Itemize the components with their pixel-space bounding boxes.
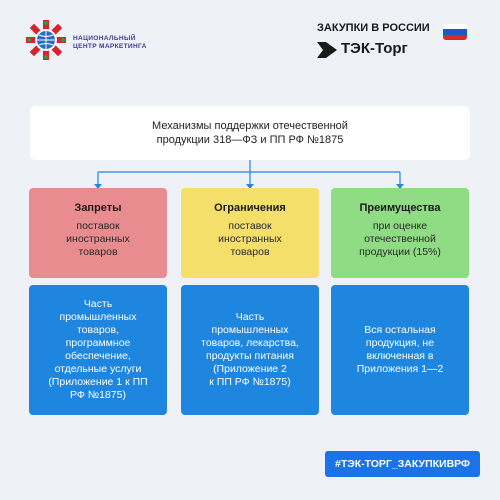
national-marketing-center-logo [26,20,66,60]
root-line-2: продукции 318—ФЗ и ПП РФ №1875 [156,134,344,146]
root-line-1: Механизмы поддержки отечественной [152,120,348,132]
detail-advantages: Вся остальная продукция, не включенная в Приложения 1—2 [331,285,469,415]
root-node [30,106,470,160]
hashtag-badge[interactable]: #ТЭК-ТОРГ_ЗАКУПКИВРФ [325,451,480,477]
brand-name: ТЭК-Торг [341,40,408,57]
tek-torg-logo-icon [317,42,337,58]
zakupki-label: ЗАКУПКИ В РОССИИ [317,22,430,34]
russia-flag-icon [443,24,467,40]
category-restrictions [181,188,319,278]
category-title: Ограничения [214,202,286,214]
category-title: Запреты [74,202,122,214]
category-advantages [331,188,469,278]
category-title: Преимущества [359,202,441,214]
category-description: поставок иностранных товаров [218,220,282,258]
detail-bans: Часть промышленных товаров, программное обеспечение, отдельные услуги (Приложение 1 к ПП РФ №1875) [29,285,167,415]
detail-restrictions: Часть промышленных товаров, лекарства, продукты питания (Приложение 2 к ПП РФ №1875) [181,285,319,415]
header [0,0,500,90]
org-name: НАЦИОНАЛЬНЫЙ ЦЕНТР МАРКЕТИНГА [73,35,147,50]
connector-lines [0,160,500,190]
category-description: при оценке отечественной продукции (15%) [359,220,441,258]
category-bans [29,188,167,278]
category-description: поставок иностранных товаров [66,220,130,258]
